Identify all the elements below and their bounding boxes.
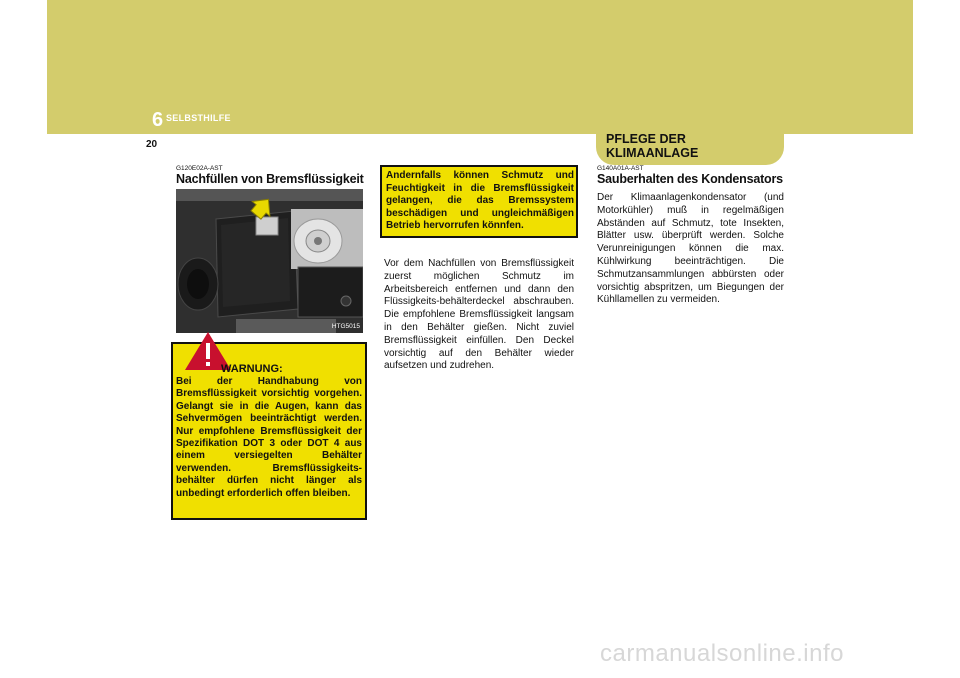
section-code-brake: G120E02A-AST	[176, 165, 223, 172]
note-text: Andernfalls können Schmutz und Feuchtigkeit in die Bremsflüssigkeit gelangen, die das Bremssystem beschädigen und ungleichmäßigen Betrieb hervorrufen könnfen.	[386, 170, 574, 232]
warning-title: WARNUNG:	[221, 363, 283, 375]
chapter-number: 6	[152, 109, 164, 131]
warning-text: Bei der Handhabung von Bremsflüssigkeit vorsichtig vorgehen. Gelangt sie in die Augen, kann das Sehvermögen beeinträchtigt werden. Nur empfohlene Bremsflüssigkeit der Spezifikation DOT 3 oder DOT 4 aus einem versiegelten Behälter verwenden. Bremsflüssigkeits-behälter dürfen nicht länger als unbedingt erforderlich offen bleiben.	[176, 376, 362, 499]
page-number: 20	[146, 139, 158, 150]
note-box	[380, 165, 578, 238]
watermark: carmanualsonline.info	[600, 640, 844, 667]
condenser-instructions: Der Klimaanlagenkondensator (und Motorkühler) muß in regelmäßigen Abständen auf Schmutz, tote Insekten, Blätter usw. überprüft werden. Solche Verunreinigungen können die max. Kühlwirkung beeinträchtigen. Die Schmutzansammlungen abbürsten oder vorsichtig abspritzen, um Biegungen der Kühllamellen zu vermeiden.	[597, 192, 784, 306]
refill-instructions: Vor dem Nachfüllen von Bremsflüssigkeit zuerst möglichen Schmutz im Arbeitsbereich entfernen und dann den Flüssigkeits-behälterdeckel abschrauben. Die empfohlene Bremsflüssigkeit langsam in den Behälter gießen. Nicht zuviel Bremsflüssigkeit einfüllen. Den Deckel vorsichtig auf den Behälter wieder aufsetzen und zudrehen.	[384, 258, 574, 372]
photo-label: HTG5015	[331, 323, 360, 330]
heading-brake-fluid: Nachfüllen von Bremsflüssigkeit	[176, 172, 364, 186]
section-title: PFLEGE DER KLIMAANLAGE	[606, 132, 699, 160]
heading-condenser: Sauberhalten des Kondensators	[597, 172, 783, 186]
warning-box	[171, 342, 367, 520]
engine-illustration	[176, 189, 363, 333]
engine-bay-photo	[176, 189, 363, 333]
chapter-title: SELBSTHILFE	[166, 113, 231, 123]
section-code-condenser: G140A01A-AST	[597, 165, 644, 172]
